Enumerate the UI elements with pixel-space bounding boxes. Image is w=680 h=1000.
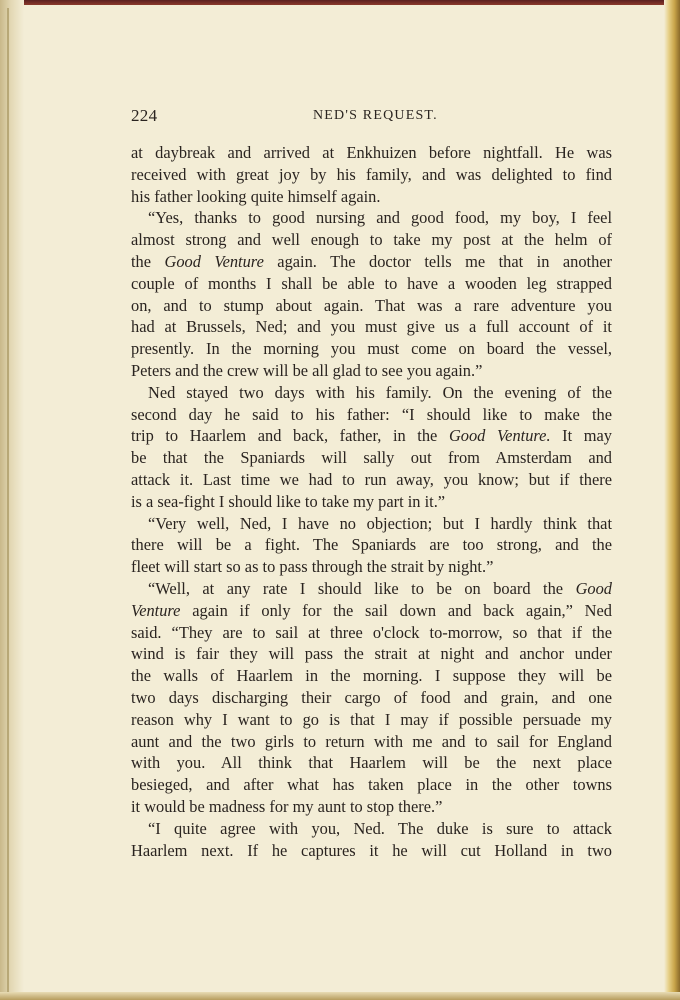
text-line: with you. All think that Haarlem will be the next place [131,753,612,773]
text-line [131,578,612,600]
page-bottom-edge [0,992,680,1000]
ship-name-italic: Venture [131,600,181,620]
ship-name-italic: Good [575,578,612,598]
text-line: two days discharging their cargo of food and grain, and one [131,687,612,707]
text-line [131,251,612,273]
text-line: fleet will start so as to pass through the strait by night.” [131,557,494,577]
text-line: Haarlem next. If he captures it he will cut Holland in two [131,840,612,860]
text-line: wind is fair they will pass the strait at night and anchor under [131,644,612,664]
text-line: his father looking quite himself again. [131,186,381,206]
text-line: is a sea-fight I should like to take my part in it.” [131,491,446,511]
text-line: received with great joy by his family, and was delighted to find [131,164,612,184]
text-line: the walls of Haarlem in the morning. I suppose they will be [131,666,612,686]
page-top-edge [0,0,680,5]
text-line: it would be madness for my aunt to stop there.” [131,796,443,816]
body-text [131,142,612,861]
text-line: “Yes, thanks to good nursing and good food, my boy, I feel [148,208,612,228]
text-line: at daybreak and arrived at Enkhuizen before nightfall. He was [131,143,612,162]
line-fragment: “Well, at any rate I should like to be on board the [148,578,576,598]
text-line: be that the Spaniards will sally out from Amsterdam and [131,448,612,468]
text-line: almost strong and well enough to take my post at the helm of [131,230,612,250]
text-line: Peters and the crew will be all glad to see you again.” [131,360,483,380]
text-line: “Very well, Ned, I have no objection; but I hardly think that [148,513,612,533]
page-header [131,106,612,128]
text-line: second day he said to his father: “I should like to make the [131,404,612,424]
text-line: said. “They are to sail at three o'clock to-morrow, so that if the [131,622,612,642]
running-title: NED'S REQUEST. [313,108,438,123]
text-line: there will be a fight. The Spaniards are too strong, and the [131,535,612,555]
gutter-line [7,8,9,996]
line-fragment: the [131,251,165,271]
text-line: besieged, and after what has taken place in the other towns [131,775,612,795]
line-fragment: trip to Haarlem and back, father, in the [131,426,449,446]
ship-name-italic: Good Venture. [448,426,551,446]
ship-name-italic: Good Venture [164,251,264,271]
page-gutter [0,0,24,1000]
page-number: 224 [131,106,158,125]
text-line: reason why I want to go is that I may if possible persuade my [131,709,612,729]
text-line [131,425,612,447]
text-line: Ned stayed two days with his family. On the evening of the [148,382,612,402]
line-fragment: again. The doctor tells me that in another [263,251,613,271]
text-line: presently. In the morning you must come on board the vessel, [131,339,612,359]
text-line: attack it. Last time we had to run away, you know; but if there [131,469,612,489]
line-fragment: It may [550,426,612,446]
text-line: aunt and the two girls to return with me and to sail for England [131,731,612,751]
text-line: couple of months I shall be able to have a wooden leg strapped [131,273,612,293]
line-fragment: again if only for the sail down and back again,” Ned [180,600,612,620]
text-line: had at Brussels, Ned; and you must give us a full account of it [131,317,612,337]
page-fore-edge [664,0,680,1000]
text-line: on, and to stump about again. That was a rare adventure you [131,295,612,315]
text-line [131,600,612,622]
text-line: “I quite agree with you, Ned. The duke is sure to attack [148,818,612,838]
